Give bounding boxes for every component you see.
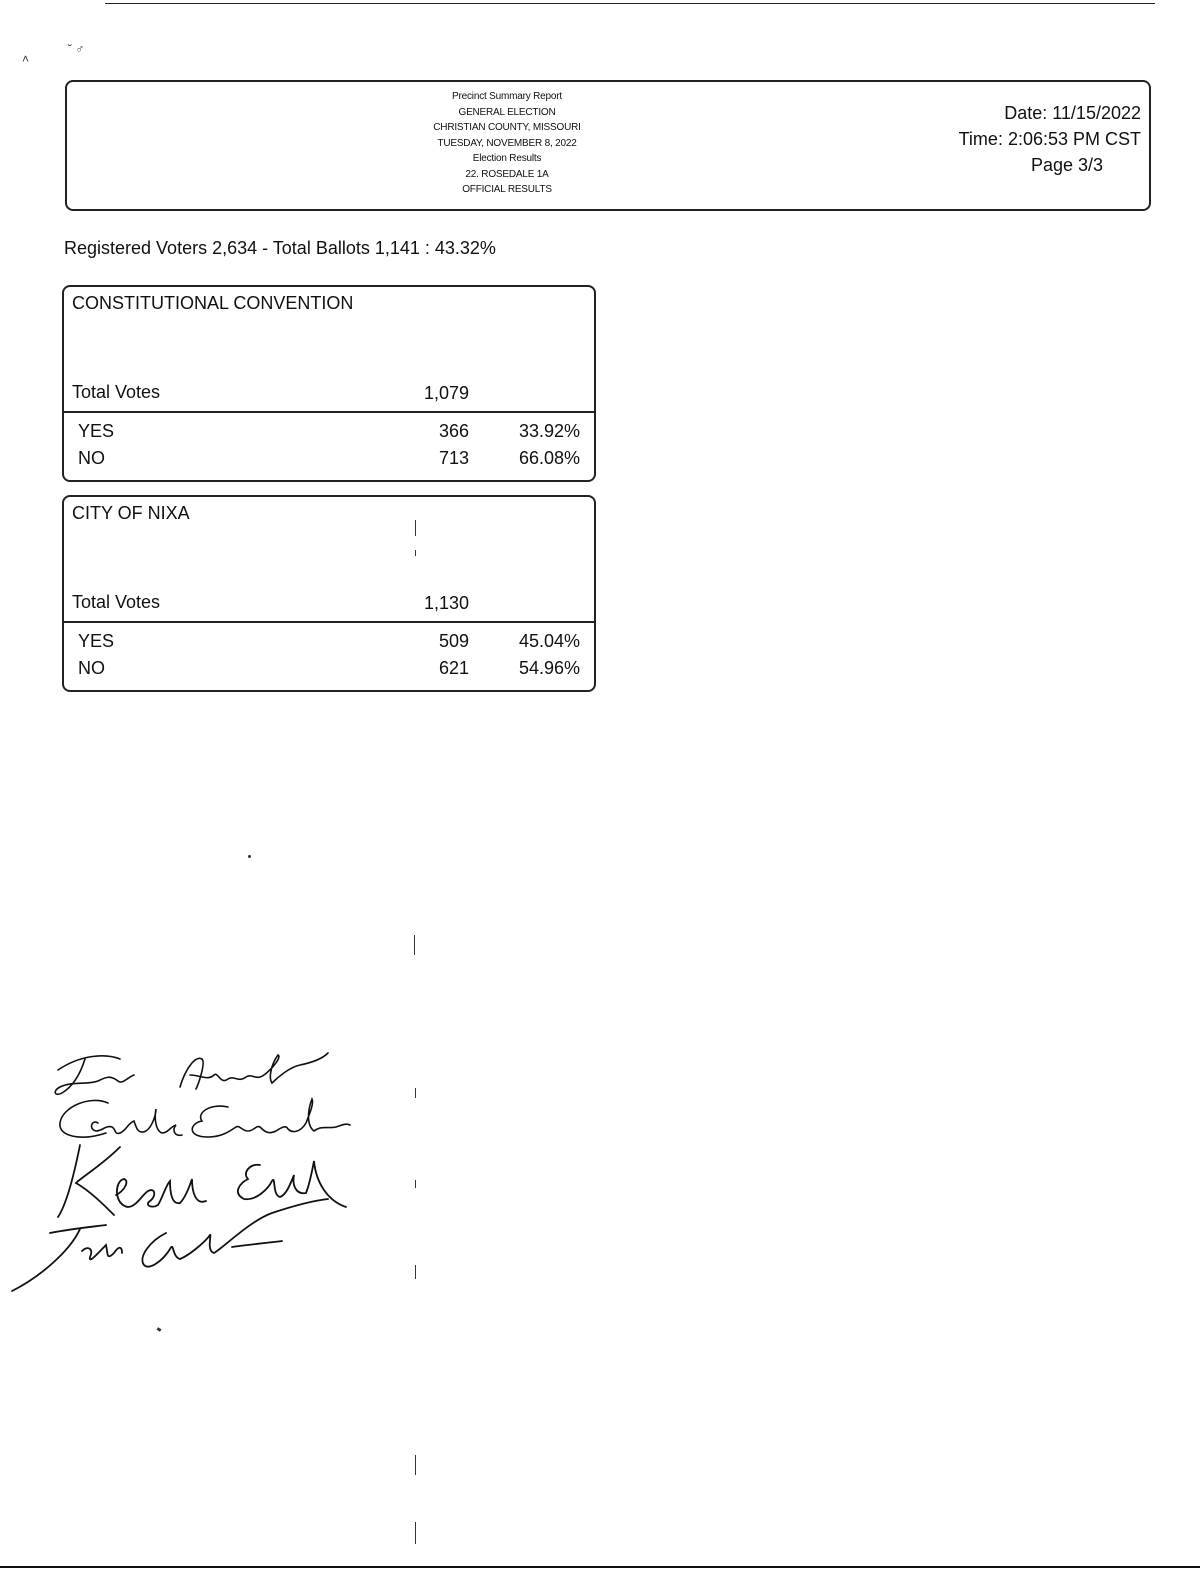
total-votes-label: Total Votes — [72, 382, 161, 402]
signature-1 — [55, 1053, 328, 1094]
scan-speck — [157, 1327, 162, 1332]
scan-mark — [415, 1088, 416, 1098]
contest-divider — [64, 411, 594, 413]
scan-edge-line-bottom — [0, 1566, 1200, 1568]
page-number: Page 3/3 — [1030, 155, 1103, 175]
contest-box-city-of-nixa — [62, 495, 596, 692]
scan-mark — [414, 935, 415, 955]
choice-name: NO — [78, 448, 105, 468]
total-votes-label: Total Votes — [72, 592, 161, 612]
contest-box-constitutional-convention — [62, 285, 596, 482]
signature-3 — [58, 1145, 346, 1217]
choice-percent: 45.04% — [518, 631, 580, 651]
scan-mark — [415, 1265, 416, 1279]
scan-speck: ˄ — [22, 52, 30, 66]
contest-divider — [64, 621, 594, 623]
report-header — [65, 80, 1151, 211]
choice-row — [64, 421, 594, 447]
scan-mark — [415, 1180, 416, 1188]
signature-4 — [12, 1199, 328, 1291]
scan-edge-line — [105, 3, 1155, 4]
total-votes-value: 1,079 — [423, 383, 469, 403]
report-date: Date: 11/15/2022 — [1004, 103, 1141, 123]
report-heading — [397, 89, 617, 198]
election-name: GENERAL ELECTION — [458, 106, 556, 118]
signature-2 — [60, 1099, 350, 1137]
scan-mark — [415, 550, 416, 556]
choice-votes: 509 — [438, 631, 469, 651]
choice-percent: 54.96% — [518, 658, 580, 678]
election-date: TUESDAY, NOVEMBER 8, 2022 — [437, 137, 577, 149]
results-label: Election Results — [472, 153, 542, 164]
choice-percent: 33.92% — [518, 421, 580, 441]
precinct-name: 22. ROSEDALE 1A — [465, 168, 549, 180]
choice-votes: 713 — [438, 448, 469, 468]
choice-row — [64, 658, 594, 684]
choice-votes: 366 — [438, 421, 469, 441]
scan-mark — [415, 520, 416, 536]
report-time: Time: 2:06:53 PM CST — [958, 129, 1141, 149]
choice-percent: 66.08% — [518, 448, 580, 468]
signatures — [10, 1045, 360, 1295]
scan-mark — [415, 1522, 416, 1544]
jurisdiction: CHRISTIAN COUNTY, MISSOURI — [433, 122, 581, 133]
report-meta — [959, 100, 1141, 178]
choice-row — [64, 631, 594, 657]
choice-row — [64, 448, 594, 474]
report-type: Precinct Summary Report — [452, 91, 562, 102]
scan-speck: ˘ ♂ — [68, 42, 85, 56]
contest-title: CONSTITUTIONAL CONVENTION — [72, 293, 354, 313]
scan-mark — [415, 1455, 416, 1475]
scan-speck — [248, 855, 251, 858]
total-votes-value: 1,130 — [423, 593, 469, 613]
turnout-summary: Registered Voters 2,634 - Total Ballots 1,141 : 43.32% — [64, 238, 496, 258]
results-status: OFFICIAL RESULTS — [462, 184, 552, 195]
choice-votes: 621 — [438, 658, 469, 678]
choice-name: YES — [78, 421, 115, 441]
choice-name: YES — [78, 631, 115, 651]
contest-title: CITY OF NIXA — [72, 503, 190, 523]
choice-name: NO — [78, 658, 105, 678]
